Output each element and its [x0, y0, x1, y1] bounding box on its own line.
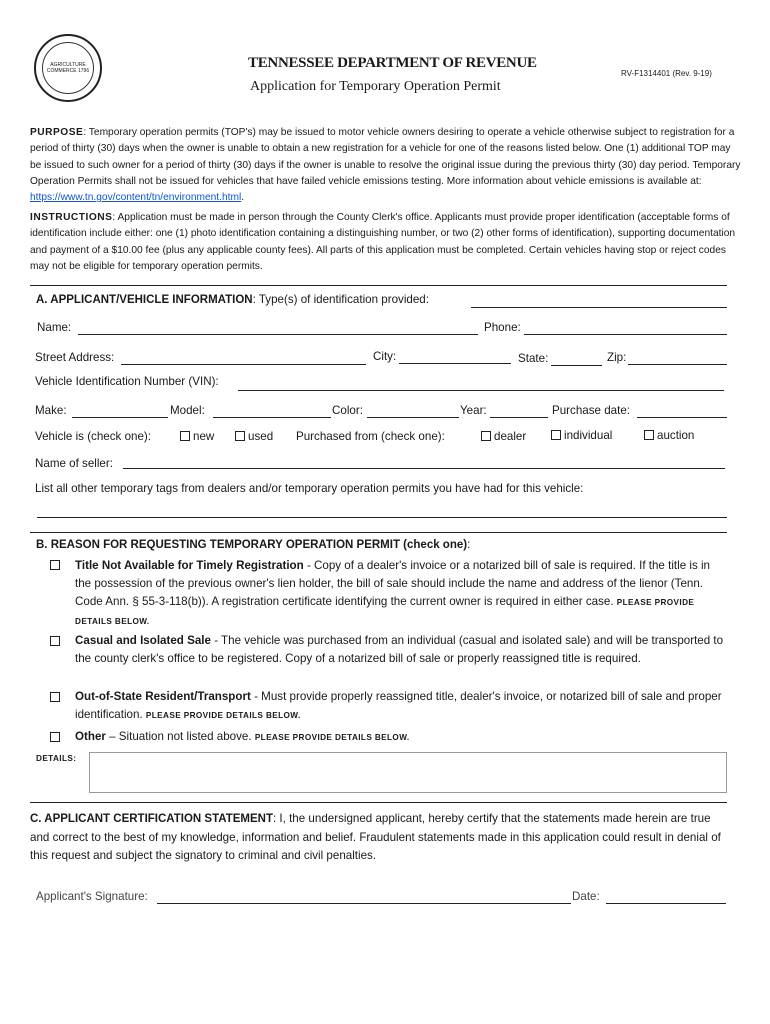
name-field[interactable] — [78, 334, 478, 335]
section-a-heading: A. APPLICANT/VEHICLE INFORMATION — [36, 294, 253, 306]
new-option-label: new — [193, 430, 215, 443]
phone-label: Phone: — [484, 321, 521, 334]
seller-label: Name of seller: — [35, 457, 113, 470]
city-field[interactable] — [399, 363, 511, 364]
reason-casual-checkbox[interactable] — [50, 636, 60, 646]
city-label: City: — [373, 350, 397, 363]
seller-field[interactable] — [123, 468, 725, 469]
make-field[interactable] — [72, 417, 168, 418]
section-b-heading-end: : — [467, 538, 471, 551]
reason-title-text: - Copy of a dealer's invoice or a notarized bill of sale is required. If the title is in the possession of the previous owner's lien holder, the bill of sale should include the name and address of the lienor (Tenn. Code Ann. § 55-3-118(b)). A registration certificate identifying the current owner is required in either case. — [75, 559, 710, 608]
year-label: Year: — [460, 404, 487, 417]
year-field[interactable] — [490, 417, 548, 418]
instructions-label: INSTRUCTIONS — [30, 212, 113, 223]
used-checkbox[interactable] — [235, 431, 245, 441]
street-label: Street Address: — [35, 351, 115, 364]
reason-title-heading: Title Not Available for Timely Registration — [75, 559, 304, 572]
emissions-link[interactable]: https://www.tn.gov/content/tn/environment.html — [30, 192, 242, 204]
signature-field[interactable] — [157, 903, 571, 904]
reason-casual-text: - The vehicle was purchased from an individual (casual and isolated sale) and will be transported to the county clerk's office to be registered. Copy of a notarized bill of sale or properly reassigned title is required. — [75, 634, 724, 665]
state-seal — [34, 34, 102, 102]
dealer-option-label: dealer — [494, 430, 527, 443]
id-types-field[interactable] — [471, 307, 727, 308]
used-option-label: used — [248, 430, 274, 443]
section-a-divider — [30, 285, 727, 286]
section-c-divider — [30, 802, 727, 803]
signature-label: Applicant's Signature: — [36, 890, 148, 903]
reason-title-note: PLEASE PROVIDE DETAILS BELOW. — [75, 598, 695, 626]
state-label: State: — [518, 352, 549, 365]
vehicle-is-label: Vehicle is (check one): — [35, 430, 151, 443]
state-field[interactable] — [551, 365, 602, 366]
seal-text: AGRICULTURE COMMERCE 1796 — [46, 62, 90, 74]
details-label: DETAILS: — [36, 754, 77, 763]
purchase-date-field[interactable] — [637, 417, 727, 418]
purpose-paragraph — [30, 125, 742, 206]
individual-checkbox[interactable] — [551, 430, 561, 440]
reason-other-note: PLEASE PROVIDE DETAILS BELOW. — [254, 733, 410, 742]
auction-checkbox[interactable] — [644, 430, 654, 440]
id-types-label: : Type(s) of identification provided: — [252, 293, 429, 306]
model-field[interactable] — [213, 417, 331, 418]
zip-field[interactable] — [628, 364, 727, 365]
phone-field[interactable] — [524, 334, 727, 335]
auction-option-label: auction — [657, 429, 695, 442]
seal-inner — [42, 42, 94, 94]
instructions-text: : Application must be made in person through the County Clerk's office. Applicants must provide proper identification (acceptable forms of identification include either: one (1) photo identification containing a distinguishing number, or two (2) other forms of identification), supporting documentation and payment of a $10.00 fee (plus any applicable county fees). All parts of this application must be completed. Certain vehicles having stop or reject codes may not be eligible for temporary operation permits. — [30, 212, 736, 272]
date-label: Date: — [572, 890, 600, 903]
reason-other-checkbox[interactable] — [50, 732, 60, 742]
form-number: RV-F1314401 (Rev. 9-19) — [621, 69, 712, 78]
reason-outofstate-heading: Out-of-State Resident/Transport — [75, 690, 251, 703]
reason-outofstate-checkbox[interactable] — [50, 692, 60, 702]
color-label: Color: — [332, 404, 363, 417]
make-label: Make: — [35, 404, 67, 417]
purpose-end: . — [241, 192, 245, 204]
details-textarea[interactable] — [89, 752, 727, 793]
date-field[interactable] — [606, 903, 726, 904]
purchase-date-label: Purchase date: — [552, 404, 630, 417]
purpose-label: PURPOSE — [30, 127, 84, 138]
section-b-heading: B. REASON FOR REQUESTING TEMPORARY OPERATION PERMIT (check one) — [36, 539, 468, 551]
purchased-from-label: Purchased from (check one): — [296, 430, 445, 443]
reason-other-text: – Situation not listed above. — [105, 730, 255, 743]
instructions-paragraph — [30, 210, 742, 275]
model-label: Model: — [170, 404, 205, 417]
reason-outofstate-note: PLEASE PROVIDE DETAILS BELOW. — [145, 711, 301, 720]
reason-out-of-state — [75, 688, 725, 725]
purpose-text: : Temporary operation permits (TOP's) may be issued to motor vehicle owners desiring to operate a vehicle otherwise subject to registration for a period of thirty (30) days when the owner is unable to obtain a new registration for a vehicle for one of the reasons listed below. One (1) additional TOP may be issued to such owner for a period of thirty (30) days if the owner is unable to resolve the original issue during the previous thirty (30) day period. Temporary Operation Permits shall not be issued for vehicles that have failed vehicle emissions testing. More information about vehicle emissions is available at: — [30, 127, 741, 187]
other-tags-label: List all other temporary tags from dealers and/or temporary operation permits you have had for this vehicle: — [35, 482, 584, 495]
reason-other-heading: Other — [75, 730, 106, 743]
section-c-heading: C. APPLICANT CERTIFICATION STATEMENT — [30, 813, 273, 825]
color-field[interactable] — [367, 417, 459, 418]
section-a-heading-row — [36, 293, 429, 306]
certification-paragraph — [30, 810, 730, 866]
individual-option-label: individual — [564, 429, 613, 442]
new-checkbox[interactable] — [180, 431, 190, 441]
zip-label: Zip: — [607, 351, 627, 364]
reason-other — [75, 728, 725, 747]
other-tags-field[interactable] — [37, 517, 727, 518]
vin-field[interactable] — [238, 390, 724, 391]
reason-title-unavailable — [75, 557, 725, 631]
form-title: Application for Temporary Operation Permit — [250, 79, 501, 94]
reason-title-checkbox[interactable] — [50, 560, 60, 570]
certification-text: : I, the undersigned applicant, hereby certify that the statements made herein are true and correct to the best of my knowledge, information and belief. Fraudulent statements made in this application could result in denial of this request and subject the signatory to criminal and civil penalties. — [30, 812, 721, 862]
vin-label: Vehicle Identification Number (VIN): — [35, 375, 219, 388]
section-b-divider — [30, 532, 727, 533]
reason-casual-sale — [75, 632, 725, 668]
dealer-checkbox[interactable] — [481, 431, 491, 441]
section-b-heading-row — [36, 538, 470, 551]
reason-outofstate-text: - Must provide properly reassigned title, dealer's invoice, or notarized bill of sale and proper identification. — [75, 690, 722, 721]
name-label: Name: — [37, 321, 72, 334]
reason-casual-heading: Casual and Isolated Sale — [75, 634, 211, 647]
department-title: TENNESSEE DEPARTMENT OF REVENUE — [248, 55, 537, 71]
street-field[interactable] — [121, 364, 366, 365]
